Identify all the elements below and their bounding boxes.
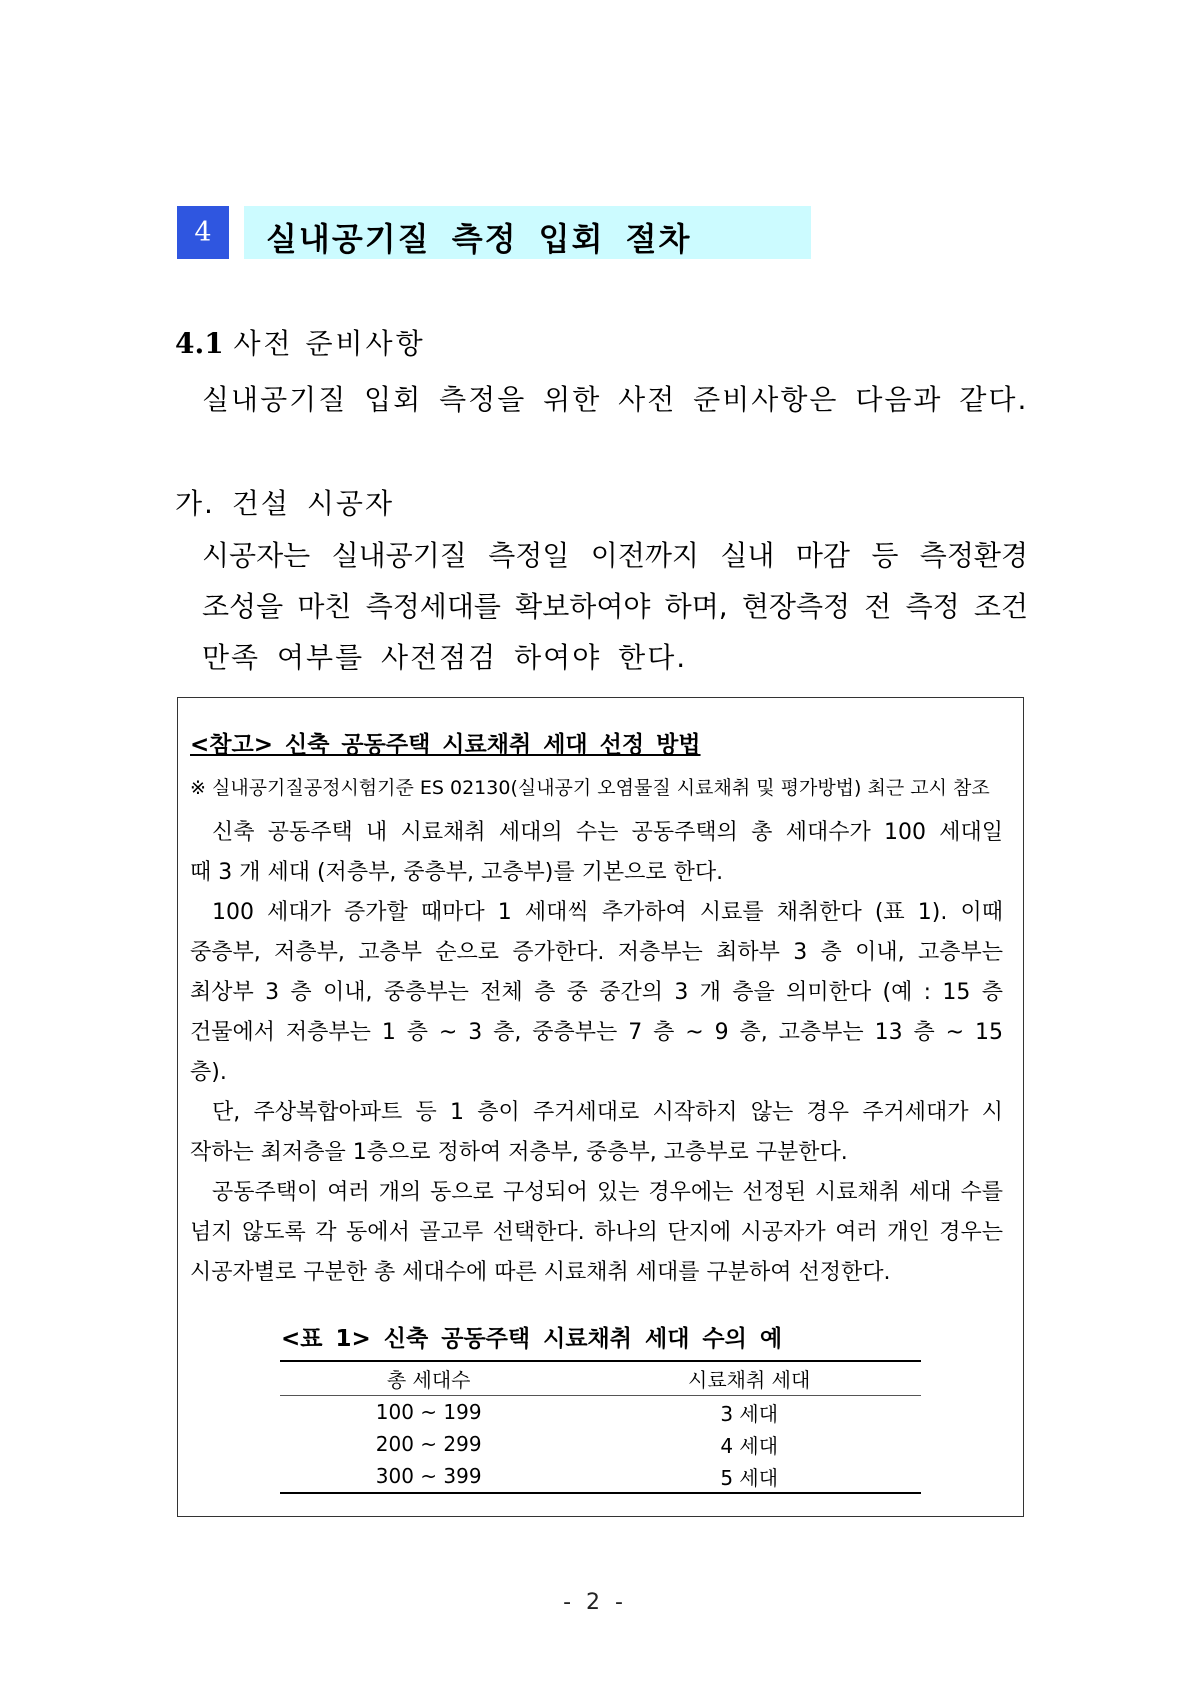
reference-line: 층). [190,1060,227,1085]
table-header-cell: 총 세대수 [280,1361,577,1396]
reference-line: 100 세대가 증가할 때마다 1 세대씩 추가하여 시료를 채취한다 (표 1). 이때 [212,900,1003,925]
section-heading [175,322,426,362]
reference-line: 작하는 최저층을 1층으로 정하여 저층부, 중층부, 고층부로 구분한다. [190,1140,848,1165]
paragraph-line: 만족 여부를 사전점검 하여야 한다. [202,641,688,674]
page-number: - 2 - [563,1590,627,1615]
table-cell: 100 ~ 199 [375,1400,482,1424]
reference-note: ※ 실내공기질공정시험기준 ES 02130(실내공기 오염물질 시료채취 및 평가방법) 최근 고시 참조 [190,777,990,799]
contractor-paragraph [202,530,1028,683]
table-header-row [280,1361,921,1396]
table-row [280,1428,921,1460]
table-cell: 3 세대 [720,1401,779,1426]
table-row [280,1396,921,1429]
paragraph-line: 시공자는 실내공기질 측정일 이전까지 실내 마감 등 측정환경 [202,539,1028,572]
sample-table [280,1360,921,1494]
reference-line: 넘지 않도록 각 동에서 골고루 선택한다. 하나의 단지에 시공자가 여러 개인 경우는 [190,1220,1003,1245]
reference-line: 시공자별로 구분한 총 세대수에 따른 시료채취 세대를 구분하여 선정한다. [190,1260,891,1285]
section-number: 4.1 [175,327,224,360]
reference-line: 공동주택이 여러 개의 동으로 구성되어 있는 경우에는 선정된 시료채취 세대 수를 [212,1180,1003,1205]
table-cell: 200 ~ 299 [375,1432,482,1456]
reference-line: 건물에서 저층부는 1 층 ~ 3 층, 중층부는 7 층 ~ 9 층, 고층부는 13 층 ~ 15 [190,1020,1003,1045]
table-cell: 5 세대 [577,1460,921,1493]
chapter-title: 실내공기질 측정 입회 절차 [266,220,692,258]
reference-line: 최상부 3 층 이내, 중층부는 전체 층 중 중간의 3 개 층을 의미한다 (예 : 15 층 [190,980,1003,1005]
reference-line: 때 3 개 세대 (저층부, 중층부, 고층부)를 기본으로 한다. [190,860,724,885]
reference-line: 단, 주상복합아파트 등 1 층이 주거세대로 시작하지 않는 경우 주거세대가 시 [212,1100,1003,1125]
table-header-cell: 시료채취 세대 [577,1361,921,1396]
intro-text: 실내공기질 입회 측정을 위한 사전 준비사항은 다음과 같다. [202,383,1029,416]
reference-title: <참고> 신축 공동주택 시료채취 세대 선정 방법 [190,732,701,758]
reference-box [177,697,1024,1517]
reference-line: 신축 공동주택 내 시료채취 세대의 수는 공동주택의 총 세대수가 100 세대일 [212,820,1003,845]
table-row [280,1460,921,1493]
reference-line: 중층부, 저층부, 고층부 순으로 증가한다. 저층부는 최하부 3 층 이내, 고층부는 [190,940,1003,965]
section-title: 사전 준비사항 [233,327,426,360]
chapter-title-box [244,206,811,259]
subsection-title: 가. 건설 시공자 [175,487,394,520]
table-caption: <표 1> 신축 공동주택 시료채취 세대 수의 예 [281,1326,783,1352]
table-cell: 4 세대 [720,1433,779,1458]
table-cell: 300 ~ 399 [280,1460,577,1493]
chapter-number: 4 [177,206,229,259]
reference-body [190,813,1003,1293]
paragraph-line: 조성을 마친 측정세대를 확보하여야 하며, 현장측정 전 측정 조건 [202,590,1028,623]
